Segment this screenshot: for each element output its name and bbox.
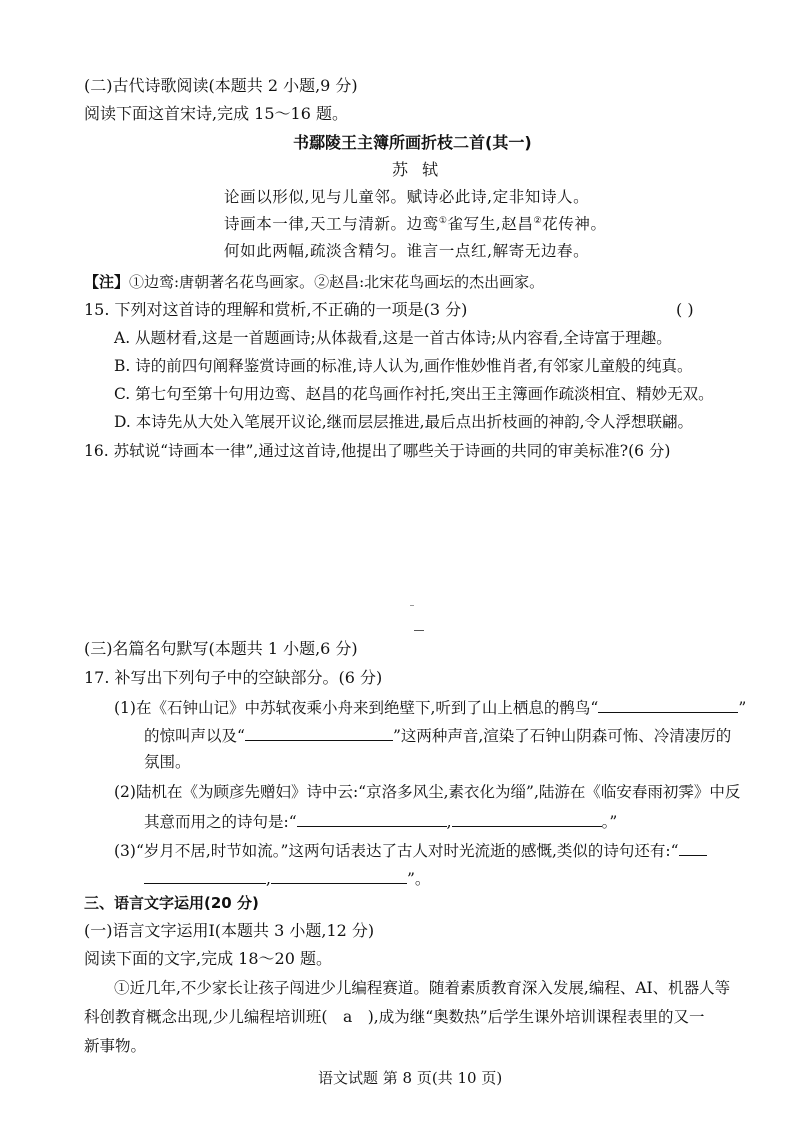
poem-line-3: 何如此两幅,疏淡含精匀。谁言一点红,解寄无边春。 xyxy=(224,242,590,260)
note-text: ①边鸾:唐朝著名花鸟画家。②赵昌:北宋花鸟画坛的杰出画家。 xyxy=(129,273,545,291)
q16-stem: 16. 苏轼说“诗画本一律”,通过这首诗,他提出了哪些关于诗画的共同的审美标准?(6 分) xyxy=(84,442,671,460)
q17-part3-text-c: ”。 xyxy=(406,870,431,888)
answer-space-mark xyxy=(410,605,414,606)
footnote-mark-2: ② xyxy=(533,215,543,226)
q17-part2-text-c: , xyxy=(446,813,452,831)
answer-blank[interactable] xyxy=(271,867,407,884)
part3-instruction: 阅读下面的文字,完成 18～20 题。 xyxy=(84,949,332,968)
passage-line-2: 科创教育概念出现,少儿编程培训班( a ),成为继“奥数热”后学生课外培训课程表里的又一 xyxy=(84,1008,705,1026)
passage-line-3: 新事物。 xyxy=(84,1037,147,1055)
q17-part1-text-c: 的惊叫声以及“ xyxy=(144,727,245,745)
answer-blank[interactable] xyxy=(245,724,393,741)
answer-blank[interactable] xyxy=(297,810,447,827)
answer-blank[interactable] xyxy=(679,839,707,856)
q15-option-c: C. 第七句至第十句用边鸾、赵昌的花鸟画作衬托,突出王主簿画作疏淡相宜、精妙无双。 xyxy=(114,385,714,403)
poem-line-2 xyxy=(224,214,607,234)
poem-author: 苏轼 xyxy=(392,160,453,179)
q17-part2-line2 xyxy=(144,810,617,832)
q17-part2-text-d: 。” xyxy=(601,813,618,831)
q17-part3-line1 xyxy=(114,839,707,861)
q17-part1-line1 xyxy=(114,696,746,718)
part3-heading: 三、语言文字运用(20 分) xyxy=(84,894,259,912)
note xyxy=(84,272,544,292)
q17-part1-text-a: (1)在《石钟山记》中苏轼夜乘小舟来到绝壁下,听到了山上栖息的鹘鸟“ xyxy=(114,699,599,717)
poem-line-2-part-c: 花传神。 xyxy=(542,215,607,233)
q17-stem: 17. 补写出下列句子中的空缺部分。(6 分) xyxy=(84,668,383,687)
q17-part2-line1: (2)陆机在《为顾彦先赠妇》诗中云:“京洛多风尘,素衣化为缁”,陆游在《临安春雨初霁》中反 xyxy=(114,783,741,801)
poem-line-2-part-b: 雀写生,赵昌 xyxy=(447,215,534,233)
poem-line-1: 论画以形似,见与儿童邻。赋诗必此诗,定非知诗人。 xyxy=(224,188,590,206)
q17-part1-line2 xyxy=(144,724,731,746)
q15-option-d: D. 本诗先从大处入笔展开议论,继而层层推进,最后点出折枝画的神韵,令人浮想联翩。 xyxy=(114,413,694,431)
answer-blank[interactable] xyxy=(452,810,602,827)
q15-stem: 15. 下列对这首诗的理解和赏析,不正确的一项是(3 分) xyxy=(84,300,468,319)
section2-heading: (二)古代诗歌阅读(本题共 2 小题,9 分) xyxy=(84,76,358,95)
q15-option-b: B. 诗的前四句阐释鉴赏诗画的标准,诗人认为,画作惟妙惟肖者,有邻家儿童般的纯真。 xyxy=(114,357,693,375)
passage-line-1: ①近几年,不少家长让孩子闯进少儿编程赛道。随着素质教育深入发展,编程、AI、机器人等 xyxy=(114,979,731,997)
poem-line-2-part-a: 诗画本一律,天工与清新。边鸾 xyxy=(224,215,439,233)
note-label: 【注】 xyxy=(84,273,130,291)
q17-part1-text-b: ” xyxy=(738,699,747,717)
q17-part2-text-b: 其意而用之的诗句是:“ xyxy=(144,813,297,831)
q17-part1-line3: 氛围。 xyxy=(144,753,191,771)
section2-instruction: 阅读下面这首宋诗,完成 15～16 题。 xyxy=(84,104,348,123)
q17-part3-line2 xyxy=(144,867,430,889)
answer-space-mark xyxy=(414,630,424,631)
q17-part3-text-a: (3)“岁月不居,时节如流。”这两句话表达了古人对时光流逝的感慨,类似的诗句还有:“ xyxy=(114,842,679,860)
q17-part3-text-b: , xyxy=(266,870,271,888)
q17-part1-text-d: ”这两种声音,渲染了石钟山阴森可怖、冷清凄厉的 xyxy=(392,727,732,745)
part3-sub-heading: (一)语言文字运用Ⅰ(本题共 3 小题,12 分) xyxy=(84,921,375,940)
q15-answer-bracket: ( ) xyxy=(676,300,694,319)
answer-blank[interactable] xyxy=(598,696,738,713)
section3-heading: (三)名篇名句默写(本题共 1 小题,6 分) xyxy=(84,639,358,658)
footnote-mark-1: ① xyxy=(438,215,448,226)
answer-blank[interactable] xyxy=(144,867,266,884)
page-footer: 语文试题 第 8 页(共 10 页) xyxy=(318,1069,503,1087)
q15-option-a: A. 从题材看,这是一首题画诗;从体裁看,这是一首古体诗;从内容看,全诗富于理趣。 xyxy=(114,329,672,347)
poem-title: 书鄢陵王主簿所画折枝二首(其一) xyxy=(293,133,532,152)
